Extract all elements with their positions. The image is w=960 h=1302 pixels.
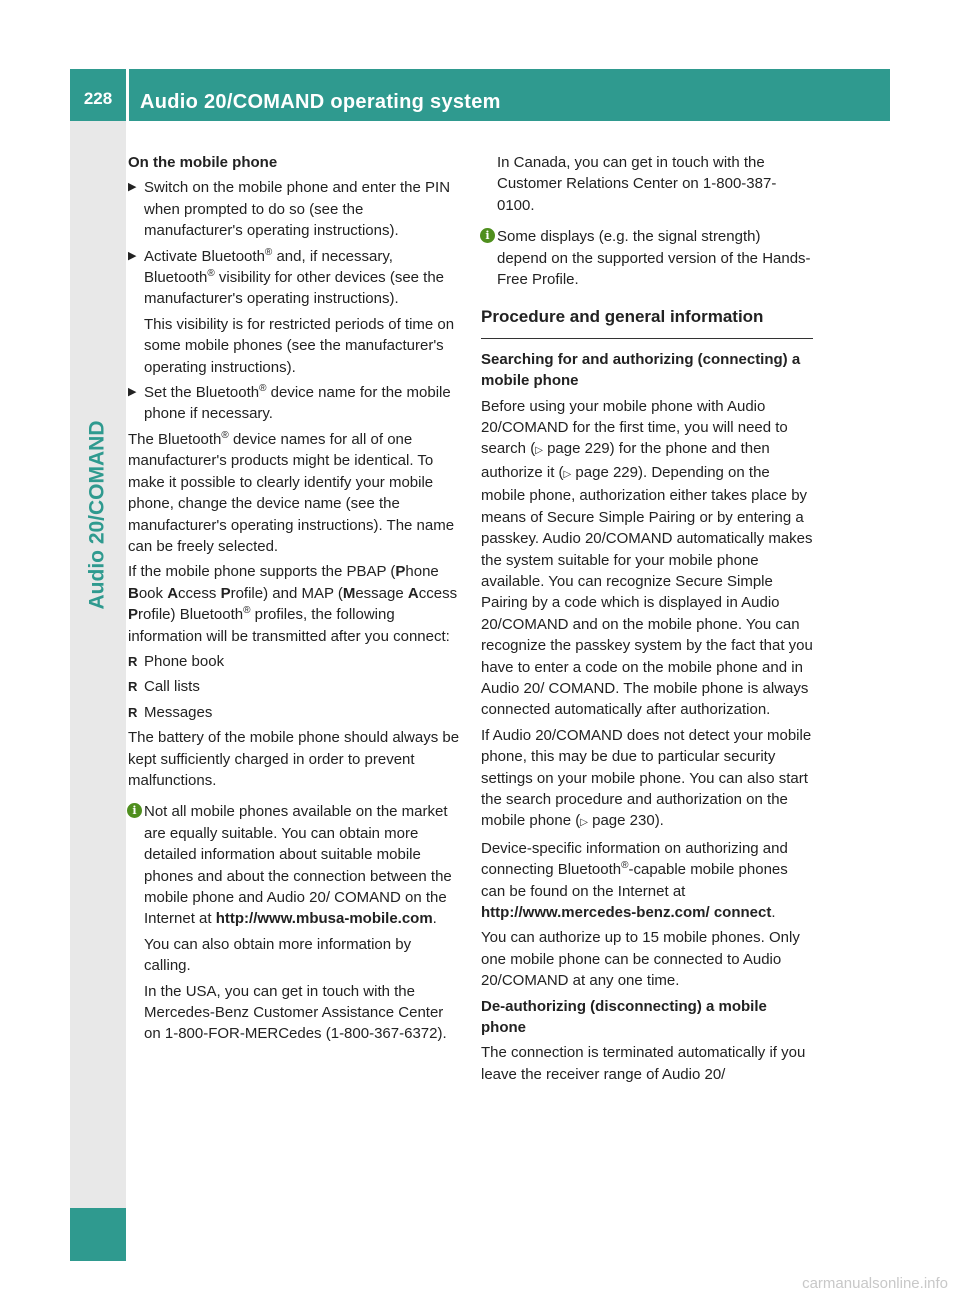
page-ref-icon: ▷ [535, 445, 543, 457]
left-column [128, 152, 460, 1049]
list-item [128, 702, 460, 723]
acronym-letter: P [395, 563, 406, 581]
registered-mark: ® [221, 429, 229, 441]
step-activate-bluetooth [128, 246, 460, 310]
info-text: Some displays (e.g. the signal strength) depend on the supported version of the Hands-Free Profile. [497, 228, 811, 289]
bullet-icon: R [128, 653, 138, 669]
registered-mark: ® [259, 383, 267, 395]
page-reference-link[interactable]: page 230 [592, 812, 655, 830]
info-text: . [432, 910, 437, 928]
paragraph-text: Before using your mobile phone with Audio 20/COMAND for the first time, you will need to search ( [481, 397, 788, 458]
mbusa-link[interactable]: http://www.mbusa-mobile.com [215, 910, 433, 928]
paragraph-connection-terminated: The connection is terminated automatically if you leave the receiver range of Audio 20/ [481, 1044, 806, 1083]
list-item [128, 676, 460, 697]
header-divider [126, 69, 129, 121]
paragraph-text: Device-specific information on authorizing and connecting Bluetooth [481, 839, 788, 879]
acronym-letter: M [342, 584, 356, 602]
side-tab-label-text: Audio 20/COMAND [85, 420, 108, 610]
paragraph-text: The Bluetooth [128, 430, 222, 448]
bullet-icon: R [128, 704, 138, 720]
acronym-letter: P [128, 606, 139, 624]
list-item-text: Phone book [144, 652, 225, 670]
paragraph-text: rofile) and MAP ( [230, 584, 343, 602]
side-tab-label [77, 420, 117, 610]
heading-on-mobile-phone: On the mobile phone [128, 154, 278, 171]
paragraph-text: If Audio 20/COMAND does not detect your mobile phone, this may be due to particular security settings on your mobile phone. You can also start the search procedure and authorization on the mobile phone ( [481, 726, 812, 830]
step-text: visibility for other devices (see the manufacturer's operating instructions). [144, 269, 445, 308]
registered-mark: ® [207, 268, 215, 280]
step-note: This visibility is for restricted periods of time on some mobile phones (see the manufacturer's operating instructions). [144, 315, 455, 376]
page-ref-icon: ▷ [563, 468, 572, 480]
paragraph-device-info [481, 838, 813, 924]
paragraph-text: ccess [418, 584, 458, 602]
paragraph-text: hone [405, 563, 439, 581]
info-icon: i [480, 228, 495, 243]
info-text-calling: You can also obtain more information by calling. [144, 935, 412, 975]
registered-mark: ® [243, 605, 251, 617]
acronym-letter: A [407, 584, 419, 602]
mercedes-connect-link[interactable]: http://www.mercedes-benz.com/ connect [481, 904, 772, 921]
list-item-text: Messages [144, 703, 213, 721]
paragraph-pbap-map [128, 561, 460, 647]
list-item-text: Call lists [144, 678, 200, 696]
paragraph-detect [481, 725, 813, 834]
side-tab [70, 121, 126, 1261]
paragraph-authorize-limit: You can authorize up to 15 mobile phones. Only one mobile phone can be connected to Audio 20/COMAND at any one time. [481, 929, 800, 990]
paragraph-text: essage [355, 584, 408, 602]
registered-mark: ® [621, 860, 629, 872]
page-reference-link[interactable]: page 229 [575, 463, 638, 481]
step-text: Set the Bluetooth [144, 384, 260, 402]
step-arrow-icon: ▶ [128, 249, 137, 262]
acronym-letter: B [128, 584, 139, 602]
watermark: carmanualsonline.info [802, 1275, 948, 1292]
paragraph-text: ). [654, 812, 664, 830]
bullet-icon: R [128, 679, 138, 695]
paragraph-text: rofile) Bluetooth [138, 606, 244, 624]
step-switch-on [128, 177, 460, 241]
paragraph-text: profiles, the following information will be transmitted after you connect: [128, 606, 450, 645]
page-ref-icon: ▷ [580, 817, 588, 829]
info-icon: i [127, 803, 142, 818]
right-column [481, 152, 813, 1089]
info-note-suitable-phones [128, 801, 460, 929]
heading-searching-authorizing: Searching for and authorizing (connecting) a mobile phone [481, 350, 801, 390]
paragraph-text: ook [138, 584, 168, 602]
step-text: device name for the mobile phone if necessary. [144, 384, 451, 423]
info-note-displays [481, 226, 813, 290]
acronym-letter: P [220, 584, 231, 602]
paragraph-text: ) for the phone and then authorize it ( [481, 440, 770, 481]
step-text: and, if necessary, Bluetooth [144, 247, 393, 287]
paragraph-authorization [481, 396, 813, 721]
paragraph-battery: The battery of the mobile phone should always be kept sufficiently charged in order to prevent malfunctions. [128, 729, 460, 789]
heading-deauthorizing: De-authorizing (disconnecting) a mobile phone [481, 997, 767, 1037]
registered-mark: ® [264, 246, 273, 258]
section-title: Audio 20/COMAND operating system [140, 91, 501, 113]
paragraph-text: device names for all of one manufacturer's products might be identical. To make it possible to clearly identify your mobile phone, change the device name (see the manufacturer's operating instructions). The name can be freely selected. [128, 430, 455, 555]
side-tab-marker [70, 1208, 126, 1261]
acronym-letter: A [167, 584, 179, 602]
paragraph-text: ccess [178, 584, 221, 602]
step-text: Switch on the mobile phone and enter the PIN when prompted to do so (see the manufacturer's operating instructions). [144, 179, 451, 240]
step-arrow-icon: ▶ [128, 181, 137, 194]
paragraph-text: . [771, 904, 776, 921]
page-reference-link[interactable]: page 229 [547, 440, 610, 458]
paragraph-text: ). Depending on the mobile phone, authorization either takes place by means of Secure Simple Pairing or by entering a passkey. Audio 20/COMAND automatically makes the system suitable for your mobile phone available. You can recognize Secure Simple Pairing by a code which is displayed in Audio 20/COMAND and on the mobile phone. You can recognize the passkey system by the fact that you have to enter a code on the mobile phone and in Audio 20/ COMAND. The mobile phone is always connected automatically after authorization. [481, 463, 813, 719]
step-arrow-icon: ▶ [128, 386, 137, 399]
info-text-usa: In the USA, you can get in touch with the Mercedes-Benz Customer Assistance Center on 1-800-FOR-MERCedes (1-800-367-6372). [144, 982, 447, 1043]
info-text-canada: In Canada, you can get in touch with the Customer Relations Center on 1-800-387-0100. [497, 154, 777, 214]
list-item [128, 651, 460, 672]
page-number: 228 [83, 89, 113, 108]
paragraph-device-names [128, 429, 460, 557]
section-heading-procedure: Procedure and general information [481, 306, 813, 338]
paragraph-text: If the mobile phone supports the PBAP ( [128, 563, 396, 581]
step-set-device-name [128, 382, 460, 425]
paragraph-text: -capable mobile phones can be found on the Internet at [481, 861, 788, 900]
info-text: Not all mobile phones available on the market are equally suitable. You can obtain more detailed information about suitable mobile phones and about the connection between the mobile phone and Audio 20/ COMAND on the Internet at [144, 803, 452, 928]
step-text: Activate Bluetooth [144, 247, 265, 265]
